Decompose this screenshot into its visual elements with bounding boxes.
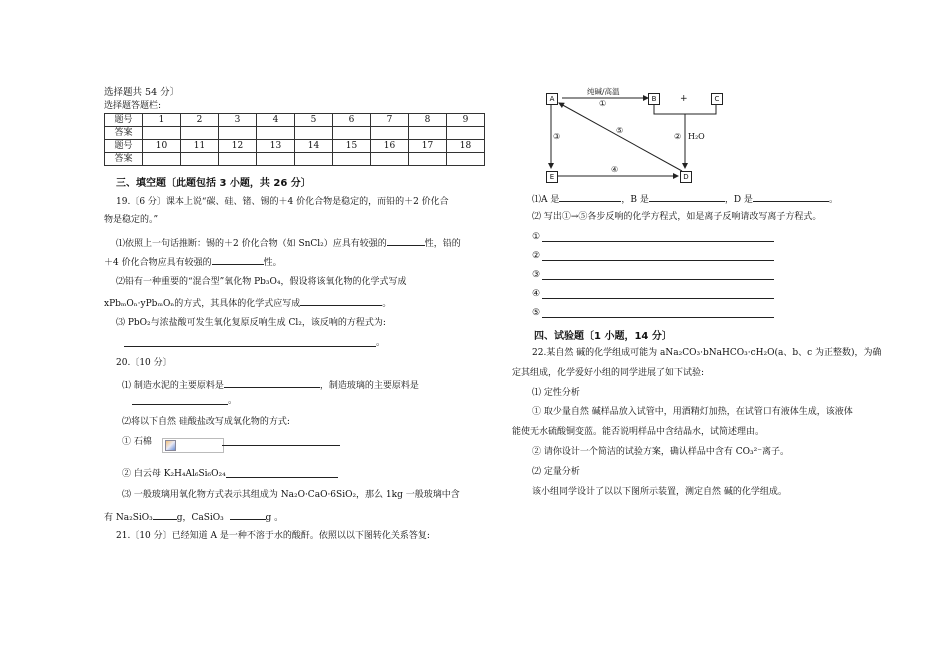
- q20-part1: [122, 377, 419, 392]
- q19-part1: [116, 235, 461, 250]
- answer-line[interactable]: [226, 477, 338, 478]
- table-cell: 13: [257, 140, 295, 153]
- answer-blank[interactable]: [387, 235, 425, 246]
- answer-cell[interactable]: [181, 127, 219, 140]
- q21-part1-c: ，D 是: [724, 195, 753, 205]
- step-2-label: ②: [674, 132, 682, 141]
- equation-line[interactable]: [542, 317, 774, 318]
- table-cell: 15: [333, 140, 371, 153]
- step-3-label: ③: [553, 132, 561, 141]
- plus-sign: +: [680, 94, 688, 104]
- answer-cell[interactable]: [257, 127, 295, 140]
- equation-line[interactable]: [542, 260, 774, 261]
- q20-item2: ② 白云母 K₂H₄Al₆Si₆O₂₄: [122, 469, 226, 479]
- step-4-label: ④: [611, 165, 619, 174]
- table-row: [105, 127, 485, 140]
- answer-cell[interactable]: [371, 153, 409, 166]
- equation-3-label: ③: [532, 270, 541, 280]
- answer-cell[interactable]: [295, 127, 333, 140]
- answer-blank[interactable]: [300, 295, 382, 306]
- q21-intro: 21.〔10 分〕已经知道 A 是一种不溶于水的酸酐。依照以以下图转化关系答复:: [116, 531, 430, 541]
- q19-line2: 物是稳定的。”: [104, 215, 159, 225]
- section-one-title: 选择题共 54 分〕: [104, 87, 180, 98]
- node-d: D: [680, 171, 692, 183]
- table-header-cell: 答案: [105, 153, 143, 166]
- q21-part1-d: 。: [828, 195, 838, 205]
- q21-part2: ⑵ 写出①→⑤各步反响的化学方程式，如是离子反响请改写离子方程式。: [532, 212, 822, 222]
- q19-part1-cont: [104, 254, 282, 269]
- node-b: B: [648, 93, 660, 105]
- q20-head: 20.〔10 分〕: [116, 358, 172, 368]
- q20-part3: ⑶ 一般玻璃用氧化物方式表示其组成为 Na₂O·CaO·6SiO₂，那么 1kg 一般玻璃中含: [122, 490, 460, 500]
- q19-part2-text: xPbₘOₙ·yPbₘOₙ的方式，其具体的化学式应写成: [104, 299, 301, 309]
- q19-part1-text3: ＋4 价化合物应具有较强的: [104, 258, 212, 268]
- answer-cell[interactable]: [257, 153, 295, 166]
- answer-cell[interactable]: [333, 153, 371, 166]
- q22-part1-b: 能使无水硫酸铜变蓝。能否说明样品中含结晶水，试简述理由。: [512, 427, 765, 437]
- broken-image-icon: [162, 438, 224, 453]
- q19-part2: ⑵铅有一种重要的“混合型”氧化物 Pb₃O₄，假设将该氧化物的化学式写成: [116, 277, 407, 287]
- answer-line[interactable]: [132, 404, 228, 405]
- arrow-d-to-a: [559, 103, 682, 171]
- q21-part1-a: ⑴A 是: [532, 195, 560, 205]
- answer-cell[interactable]: [447, 127, 485, 140]
- table-cell: 2: [181, 114, 219, 127]
- q19-part1-text: ⑴依照上一句话推断：锡的＋2 价化合物（如 SnCl₂）应具有较强的: [116, 239, 387, 249]
- q20-part1-text: ⑴ 制造水泥的主要原料是: [122, 381, 224, 391]
- q19-part2-end: 。: [382, 299, 392, 309]
- answer-cell[interactable]: [219, 127, 257, 140]
- answer-blank[interactable]: [230, 509, 266, 520]
- equation-line[interactable]: [542, 298, 774, 299]
- bracket-bc: [654, 104, 716, 114]
- equation-2-label: ②: [532, 251, 541, 261]
- answer-blank[interactable]: [212, 254, 264, 265]
- table-cell: 11: [181, 140, 219, 153]
- q22-part2-a: 该小组同学设计了以以下图所示装置，测定自然 碱的化学组成。: [532, 487, 787, 497]
- answer-cell[interactable]: [447, 153, 485, 166]
- table-cell: 14: [295, 140, 333, 153]
- node-a: A: [546, 93, 558, 105]
- q19-part3-end: 。: [376, 338, 386, 348]
- q19-part2-cont: [104, 295, 391, 310]
- condition-label: 纯碱/高温: [587, 87, 620, 96]
- answer-cell[interactable]: [181, 153, 219, 166]
- step-5-label: ⑤: [616, 126, 624, 135]
- answer-cell[interactable]: [219, 153, 257, 166]
- table-cell: 7: [371, 114, 409, 127]
- table-cell: 16: [371, 140, 409, 153]
- answer-blank[interactable]: [153, 509, 177, 520]
- answer-blank[interactable]: [224, 377, 320, 388]
- table-cell: 5: [295, 114, 333, 127]
- q22-line1: 22.某自然 碱的化学组成可能为 aNa₂CO₃·bNaHCO₃·cH₂O(a、b、c 为正整数)，为确: [532, 348, 882, 358]
- equation-1-label: ①: [532, 232, 541, 242]
- equation-5-label: ⑤: [532, 308, 541, 318]
- q21-part1-b: ，B 是: [621, 195, 649, 205]
- answer-cell[interactable]: [371, 127, 409, 140]
- node-e: E: [546, 171, 558, 183]
- q20-part3-text2: g，CaSiO₃: [176, 513, 224, 523]
- q22-part1-a: ① 取少量自然 碱样品放入试管中，用酒精灯加热，在试管口有液体生成，该液体: [532, 407, 853, 417]
- q20-item1: ① 石棉: [122, 437, 152, 447]
- image-placeholder-icon: [165, 440, 176, 451]
- q21-part1: [532, 191, 838, 206]
- q22-part1-c: ② 请你设计一个简洁的试验方案，确认样品中含有 CO₃²⁻离子。: [532, 447, 789, 457]
- q22-part2-title: ⑵ 定量分析: [532, 467, 580, 477]
- water-label: H₂O: [688, 132, 705, 141]
- answer-cell[interactable]: [143, 153, 181, 166]
- table-cell: 18: [447, 140, 485, 153]
- q19-line1: 19.〔6 分〕课本上说“碳、硅、锗、锡的＋4 价化合物是稳定的，而铅的＋2 价化合: [116, 197, 449, 207]
- answer-cell[interactable]: [409, 153, 447, 166]
- step-1-label: ①: [599, 99, 607, 108]
- answer-blank[interactable]: [649, 191, 725, 202]
- answer-cell[interactable]: [295, 153, 333, 166]
- table-cell: 3: [219, 114, 257, 127]
- answer-line[interactable]: [222, 445, 340, 446]
- answer-cell[interactable]: [143, 127, 181, 140]
- q19-part1-text4: 性。: [263, 258, 282, 268]
- equation-4-label: ④: [532, 289, 541, 299]
- answer-blank[interactable]: [753, 191, 829, 202]
- answer-blank[interactable]: [559, 191, 621, 202]
- q22-line2: 定其组成，化学爱好小组的同学进展了如下试验:: [512, 368, 705, 378]
- table-row: [105, 153, 485, 166]
- q22-part1-title: ⑴ 定性分析: [532, 388, 580, 398]
- answer-area-label: 选择题答题栏:: [104, 101, 162, 111]
- equation-line[interactable]: [542, 279, 774, 280]
- q20-part1-text2: ，制造玻璃的主要原料是: [319, 381, 419, 391]
- table-header-cell: 题号: [105, 140, 143, 153]
- section-three-title: 三、填空题〔此题包括 3 小题，共 26 分〕: [116, 178, 311, 189]
- table-cell: 9: [447, 114, 485, 127]
- q19-part1-text2: 性，铅的: [424, 239, 461, 249]
- q20-part3-text: 有 Na₂SiO₃: [104, 513, 153, 523]
- table-cell: 12: [219, 140, 257, 153]
- q20-part3-end: g 。: [265, 513, 284, 523]
- table-cell: 10: [143, 140, 181, 153]
- answer-cell[interactable]: [333, 127, 371, 140]
- table-cell: 4: [257, 114, 295, 127]
- table-header-cell: 答案: [105, 127, 143, 140]
- q20-part2: ⑵将以下自然 硅酸盐改写成氧化物的方式:: [122, 417, 290, 427]
- table-row: [105, 140, 485, 153]
- table-row: [105, 114, 485, 127]
- answer-table: [104, 113, 485, 166]
- equation-line[interactable]: [542, 241, 774, 242]
- q20-part3-cont: [104, 509, 283, 524]
- table-header-cell: 题号: [105, 114, 143, 127]
- section-four-title: 四、试验题〔1 小题，14 分〕: [534, 331, 672, 342]
- table-cell: 1: [143, 114, 181, 127]
- table-cell: 8: [409, 114, 447, 127]
- answer-line[interactable]: [124, 346, 376, 347]
- q19-part3: ⑶ PbO₂与浓盐酸可发生氧化复原反响生成 Cl₂，该反响的方程式为:: [116, 318, 386, 328]
- table-cell: 17: [409, 140, 447, 153]
- table-cell: 6: [333, 114, 371, 127]
- answer-cell[interactable]: [409, 127, 447, 140]
- node-c: C: [711, 93, 723, 105]
- q20-part1-end: 。: [228, 396, 238, 406]
